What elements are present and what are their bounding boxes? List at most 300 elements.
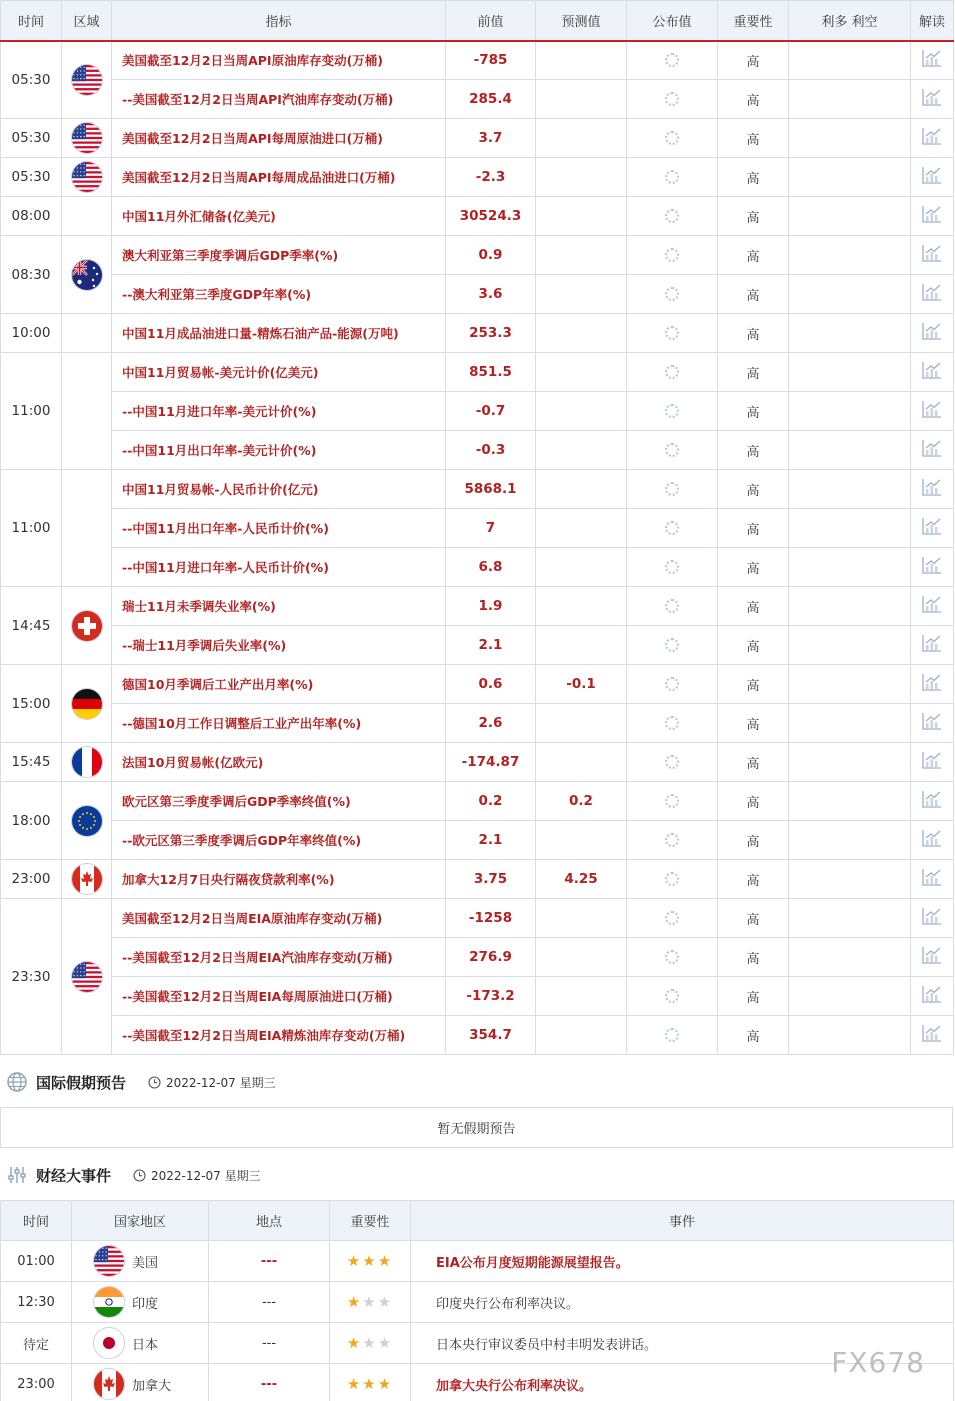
indicator-name[interactable]: 中国11月成品油进口量-精炼石油产品-能源(万吨): [112, 314, 446, 353]
importance-value: 高: [718, 1016, 789, 1055]
actual-value: [627, 821, 718, 860]
chart-analysis-icon[interactable]: [922, 400, 942, 422]
chart-analysis-icon[interactable]: [922, 868, 942, 890]
forecast-value: [536, 158, 627, 197]
forecast-value: [536, 821, 627, 860]
event-time: 01:00: [1, 1241, 72, 1282]
events-header-place: 地点: [209, 1201, 330, 1241]
analysis-cell[interactable]: [911, 548, 954, 587]
loading-spinner-icon: [665, 404, 679, 418]
analysis-cell[interactable]: [911, 431, 954, 470]
analysis-cell[interactable]: [911, 509, 954, 548]
event-time: 05:30: [1, 119, 62, 158]
importance-value: 高: [718, 782, 789, 821]
calendar-row[interactable]: [1, 977, 954, 1016]
event-place: ---: [209, 1282, 330, 1323]
calendar-row[interactable]: [1, 80, 954, 119]
calendar-row[interactable]: [1, 548, 954, 587]
calendar-row[interactable]: [1, 431, 954, 470]
holiday-empty-box: [0, 1107, 953, 1148]
analysis-cell[interactable]: [911, 899, 954, 938]
star-filled-icon: ★: [362, 1375, 378, 1393]
chart-analysis-icon[interactable]: [922, 478, 942, 500]
impact-cell: [789, 782, 911, 821]
actual-value: [627, 743, 718, 782]
star-empty-icon: ★: [362, 1334, 378, 1352]
chart-analysis-icon[interactable]: [922, 946, 942, 968]
indicator-name[interactable]: 欧元区第三季度季调后GDP季率终值(%): [112, 782, 446, 821]
event-time: 23:00: [1, 1364, 72, 1401]
indicator-name[interactable]: --中国11月出口年率-美元计价(%): [112, 431, 446, 470]
events-header-country: 国家地区: [72, 1201, 209, 1241]
previous-value: 354.7: [446, 1016, 536, 1055]
impact-cell: [789, 1016, 911, 1055]
forecast-value: [536, 899, 627, 938]
us-flag-icon: [94, 1246, 124, 1276]
calendar-row[interactable]: [1, 275, 954, 314]
events-title: 财经大事件: [36, 1166, 112, 1185]
loading-spinner-icon: [665, 521, 679, 535]
previous-value: 285.4: [446, 80, 536, 119]
indicator-name[interactable]: --美国截至12月2日当周API汽油库存变动(万桶): [112, 80, 446, 119]
chart-analysis-icon[interactable]: [922, 49, 942, 71]
calendar-row[interactable]: [1, 41, 954, 80]
actual-value: [627, 275, 718, 314]
events-header-event: 事件: [411, 1201, 954, 1241]
indicator-name[interactable]: --德国10月工作日调整后工业产出年率(%): [112, 704, 446, 743]
loading-spinner-icon: [665, 599, 679, 613]
event-row[interactable]: [1, 1364, 954, 1401]
indicator-name[interactable]: --欧元区第三季度季调后GDP年率终值(%): [112, 821, 446, 860]
impact-cell: [789, 431, 911, 470]
event-place: ---: [209, 1241, 330, 1282]
japan-flag-icon: [94, 1328, 124, 1358]
events-header-row: [1, 1201, 954, 1241]
actual-value: [627, 860, 718, 899]
chart-analysis-icon[interactable]: [922, 1024, 942, 1046]
previous-value: 2.6: [446, 704, 536, 743]
forecast-value: [536, 392, 627, 431]
forecast-value: [536, 626, 627, 665]
impact-cell: [789, 899, 911, 938]
indicator-name[interactable]: --中国11月进口年率-美元计价(%): [112, 392, 446, 431]
actual-value: [627, 782, 718, 821]
indicator-name[interactable]: 美国截至12月2日当周EIA原油库存变动(万桶): [112, 899, 446, 938]
calendar-row[interactable]: [1, 314, 954, 353]
impact-cell: [789, 587, 911, 626]
chart-analysis-icon[interactable]: [922, 595, 942, 617]
analysis-cell[interactable]: [911, 626, 954, 665]
fx678-watermark: FX678: [831, 1346, 925, 1379]
event-row[interactable]: [1, 1241, 954, 1282]
forecast-value: 0.2: [536, 782, 627, 821]
region-cell: [62, 665, 112, 743]
impact-cell: [789, 548, 911, 587]
star-filled-icon: ★: [377, 1375, 394, 1393]
chart-analysis-icon[interactable]: [922, 751, 942, 773]
indicator-name[interactable]: 中国11月贸易帐-人民币计价(亿元): [112, 470, 446, 509]
us-flag-icon: [72, 65, 102, 95]
event-time: 23:00: [1, 860, 62, 899]
region-cell: [62, 353, 112, 470]
analysis-cell[interactable]: [911, 314, 954, 353]
previous-value: 3.7: [446, 119, 536, 158]
india-flag-icon: [94, 1287, 124, 1317]
header-time: 时间: [1, 1, 62, 41]
loading-spinner-icon: [665, 170, 679, 184]
previous-value: 0.9: [446, 236, 536, 275]
importance-value: 高: [718, 704, 789, 743]
event-time: 10:00: [1, 314, 62, 353]
event-time: 11:00: [1, 470, 62, 587]
event-time: 23:30: [1, 899, 62, 1055]
importance-value: 高: [718, 275, 789, 314]
importance-value: 高: [718, 860, 789, 899]
indicator-name[interactable]: 德国10月季调后工业产出月率(%): [112, 665, 446, 704]
region-cell: [62, 860, 112, 899]
country-name: 美国: [132, 1255, 159, 1271]
loading-spinner-icon: [665, 911, 679, 925]
importance-value: 高: [718, 80, 789, 119]
analysis-cell[interactable]: [911, 782, 954, 821]
actual-value: [627, 977, 718, 1016]
loading-spinner-icon: [665, 92, 679, 106]
indicator-name[interactable]: 瑞士11月未季调失业率(%): [112, 587, 446, 626]
canada-flag-icon: [94, 1369, 124, 1399]
region-cell: [62, 782, 112, 860]
indicator-name[interactable]: --美国截至12月2日当周EIA每周原油进口(万桶): [112, 977, 446, 1016]
star-filled-icon: ★: [346, 1334, 363, 1352]
calendar-row[interactable]: [1, 158, 954, 197]
events-date: 2022-12-07 星期三: [151, 1168, 261, 1183]
event-importance-stars: [330, 1241, 411, 1282]
actual-value: [627, 353, 718, 392]
event-importance-stars: [330, 1364, 411, 1401]
event-time: 15:00: [1, 665, 62, 743]
calendar-row[interactable]: [1, 821, 954, 860]
country-name: 日本: [132, 1337, 159, 1353]
analysis-cell[interactable]: [911, 275, 954, 314]
importance-value: 高: [718, 743, 789, 782]
event-row[interactable]: [1, 1323, 954, 1364]
event-time: 待定: [1, 1323, 72, 1364]
indicator-name[interactable]: --美国截至12月2日当周EIA精炼油库存变动(万桶): [112, 1016, 446, 1055]
importance-value: 高: [718, 665, 789, 704]
region-cell: [62, 236, 112, 314]
chart-analysis-icon[interactable]: [922, 517, 942, 539]
calendar-row[interactable]: [1, 353, 954, 392]
indicator-name[interactable]: 法国10月贸易帐(亿欧元): [112, 743, 446, 782]
star-empty-icon: ★: [377, 1334, 394, 1352]
indicator-name[interactable]: 中国11月外汇储备(亿美元): [112, 197, 446, 236]
country-name: 印度: [132, 1296, 159, 1312]
us-flag-icon: [72, 162, 102, 192]
calendar-row[interactable]: [1, 119, 954, 158]
forecast-value: [536, 1016, 627, 1055]
chart-analysis-icon[interactable]: [922, 88, 942, 110]
holiday-title: 国际假期预告: [36, 1073, 127, 1092]
impact-cell: [789, 860, 911, 899]
previous-value: 253.3: [446, 314, 536, 353]
analysis-cell[interactable]: [911, 704, 954, 743]
previous-value: -0.7: [446, 392, 536, 431]
actual-value: [627, 1016, 718, 1055]
analysis-cell[interactable]: [911, 665, 954, 704]
chart-analysis-icon[interactable]: [922, 985, 942, 1007]
analysis-cell[interactable]: [911, 41, 954, 80]
importance-value: 高: [718, 353, 789, 392]
header-importance: 重要性: [718, 1, 789, 41]
importance-value: 高: [718, 236, 789, 275]
star-filled-icon: ★: [377, 1252, 394, 1270]
event-time: 14:45: [1, 587, 62, 665]
events-header-importance: 重要性: [330, 1201, 411, 1241]
header-impact: 利多 利空: [789, 1, 911, 41]
events-header-time: 时间: [1, 1201, 72, 1241]
loading-spinner-icon: [665, 716, 679, 730]
event-time: 12:30: [1, 1282, 72, 1323]
calendar-row[interactable]: [1, 470, 954, 509]
chart-analysis-icon[interactable]: [922, 166, 942, 188]
importance-value: 高: [718, 899, 789, 938]
analysis-cell[interactable]: [911, 743, 954, 782]
germany-flag-icon: [72, 689, 102, 719]
actual-value: [627, 314, 718, 353]
sliders-icon: [6, 1164, 28, 1186]
chart-analysis-icon[interactable]: [922, 283, 942, 305]
loading-spinner-icon: [665, 209, 679, 223]
event-place: ---: [209, 1364, 330, 1401]
clock-icon: [148, 1076, 161, 1089]
impact-cell: [789, 743, 911, 782]
importance-value: 高: [718, 626, 789, 665]
indicator-name[interactable]: 美国截至12月2日当周API原油库存变动(万桶): [112, 41, 446, 80]
star-empty-icon: ★: [377, 1293, 394, 1311]
importance-value: 高: [718, 509, 789, 548]
impact-cell: [789, 704, 911, 743]
event-time: 08:00: [1, 197, 62, 236]
indicator-name[interactable]: --中国11月出口年率-人民币计价(%): [112, 509, 446, 548]
actual-value: [627, 704, 718, 743]
star-filled-icon: ★: [346, 1375, 363, 1393]
indicator-name[interactable]: --美国截至12月2日当周EIA汽油库存变动(万桶): [112, 938, 446, 977]
analysis-cell[interactable]: [911, 236, 954, 275]
forecast-value: [536, 743, 627, 782]
star-filled-icon: ★: [346, 1252, 363, 1270]
calendar-row[interactable]: [1, 743, 954, 782]
impact-cell: [789, 158, 911, 197]
star-filled-icon: ★: [346, 1293, 363, 1311]
previous-value: 5868.1: [446, 470, 536, 509]
region-cell: [62, 743, 112, 782]
loading-spinner-icon: [665, 560, 679, 574]
chart-analysis-icon[interactable]: [922, 556, 942, 578]
calendar-row[interactable]: [1, 236, 954, 275]
analysis-cell[interactable]: [911, 860, 954, 899]
header-actual: 公布值: [627, 1, 718, 41]
indicator-name[interactable]: --中国11月进口年率-人民币计价(%): [112, 548, 446, 587]
chart-analysis-icon[interactable]: [922, 361, 942, 383]
importance-value: 高: [718, 431, 789, 470]
analysis-cell[interactable]: [911, 80, 954, 119]
region-cell: [62, 899, 112, 1055]
chart-analysis-icon[interactable]: [922, 244, 942, 266]
calendar-row[interactable]: [1, 509, 954, 548]
actual-value: [627, 158, 718, 197]
header-indicator: 指标: [112, 1, 446, 41]
calendar-row[interactable]: [1, 704, 954, 743]
importance-value: 高: [718, 821, 789, 860]
impact-cell: [789, 977, 911, 1016]
indicator-name[interactable]: 澳大利亚第三季度季调后GDP季率(%): [112, 236, 446, 275]
calendar-row[interactable]: [1, 587, 954, 626]
analysis-cell[interactable]: [911, 1016, 954, 1055]
previous-value: -785: [446, 41, 536, 80]
previous-value: -174.87: [446, 743, 536, 782]
chart-analysis-icon[interactable]: [922, 907, 942, 929]
country-name: 加拿大: [132, 1378, 172, 1394]
region-cell: [62, 158, 112, 197]
loading-spinner-icon: [665, 794, 679, 808]
forecast-value: [536, 80, 627, 119]
impact-cell: [789, 119, 911, 158]
header-analysis: 解读: [911, 1, 954, 41]
us-flag-icon: [72, 962, 102, 992]
region-cell: [62, 119, 112, 158]
event-description[interactable]: EIA公布月度短期能源展望报告。: [411, 1241, 954, 1282]
actual-value: [627, 509, 718, 548]
importance-value: 高: [718, 119, 789, 158]
indicator-name[interactable]: 加拿大12月7日央行隔夜贷款利率(%): [112, 860, 446, 899]
chart-analysis-icon[interactable]: [922, 634, 942, 656]
previous-value: 30524.3: [446, 197, 536, 236]
indicator-name[interactable]: 美国截至12月2日当周API每周成品油进口(万桶): [112, 158, 446, 197]
calendar-header-row: [1, 1, 954, 41]
calendar-row[interactable]: [1, 782, 954, 821]
actual-value: [627, 41, 718, 80]
chart-analysis-icon[interactable]: [922, 205, 942, 227]
region-cell: [62, 41, 112, 119]
eu-flag-icon: [72, 806, 102, 836]
actual-value: [627, 392, 718, 431]
calendar-row[interactable]: [1, 1016, 954, 1055]
calendar-row[interactable]: [1, 899, 954, 938]
financial-events-table: [0, 1200, 954, 1401]
event-time: 08:30: [1, 236, 62, 314]
chart-analysis-icon[interactable]: [922, 712, 942, 734]
analysis-cell[interactable]: [911, 821, 954, 860]
region-cell: [62, 587, 112, 665]
analysis-cell[interactable]: [911, 158, 954, 197]
actual-value: [627, 938, 718, 977]
importance-value: 高: [718, 314, 789, 353]
calendar-row[interactable]: [1, 626, 954, 665]
loading-spinner-icon: [665, 287, 679, 301]
chart-analysis-icon[interactable]: [922, 829, 942, 851]
holiday-empty-text: 暂无假期预告: [437, 1122, 516, 1137]
country-cell: [72, 1364, 209, 1401]
chart-analysis-icon[interactable]: [922, 439, 942, 461]
indicator-name[interactable]: 中国11月贸易帐-美元计价(亿美元): [112, 353, 446, 392]
event-importance-stars: [330, 1323, 411, 1364]
analysis-cell[interactable]: [911, 470, 954, 509]
actual-value: [627, 626, 718, 665]
loading-spinner-icon: [665, 872, 679, 886]
indicator-name[interactable]: --澳大利亚第三季度GDP年率(%): [112, 275, 446, 314]
importance-value: 高: [718, 587, 789, 626]
forecast-value: 4.25: [536, 860, 627, 899]
indicator-name[interactable]: --瑞士11月季调后失业率(%): [112, 626, 446, 665]
analysis-cell[interactable]: [911, 392, 954, 431]
previous-value: 276.9: [446, 938, 536, 977]
importance-value: 高: [718, 548, 789, 587]
analysis-cell[interactable]: [911, 587, 954, 626]
forecast-value: [536, 431, 627, 470]
calendar-row[interactable]: [1, 197, 954, 236]
chart-analysis-icon[interactable]: [922, 673, 942, 695]
chart-analysis-icon[interactable]: [922, 790, 942, 812]
forecast-value: [536, 197, 627, 236]
switzerland-flag-icon: [72, 611, 102, 641]
us-flag-icon: [72, 123, 102, 153]
event-row[interactable]: [1, 1282, 954, 1323]
loading-spinner-icon: [665, 53, 679, 67]
event-time: 15:45: [1, 743, 62, 782]
forecast-value: [536, 587, 627, 626]
actual-value: [627, 197, 718, 236]
forecast-value: [536, 353, 627, 392]
previous-value: 1.9: [446, 587, 536, 626]
event-description[interactable]: 日本央行审议委员中村丰明发表讲话。: [411, 1323, 954, 1364]
region-cell: [62, 470, 112, 587]
analysis-cell[interactable]: [911, 977, 954, 1016]
loading-spinner-icon: [665, 638, 679, 652]
clock-icon: [133, 1169, 146, 1182]
calendar-row[interactable]: [1, 665, 954, 704]
event-description[interactable]: 印度央行公布利率决议。: [411, 1282, 954, 1323]
impact-cell: [789, 236, 911, 275]
event-place: ---: [209, 1323, 330, 1364]
impact-cell: [789, 821, 911, 860]
calendar-row[interactable]: [1, 860, 954, 899]
impact-cell: [789, 938, 911, 977]
analysis-cell[interactable]: [911, 197, 954, 236]
actual-value: [627, 665, 718, 704]
analysis-cell[interactable]: [911, 938, 954, 977]
analysis-cell[interactable]: [911, 353, 954, 392]
loading-spinner-icon: [665, 248, 679, 262]
analysis-cell[interactable]: [911, 119, 954, 158]
chart-analysis-icon[interactable]: [922, 322, 942, 344]
loading-spinner-icon: [665, 677, 679, 691]
country-cell: [72, 1241, 209, 1282]
actual-value: [627, 548, 718, 587]
indicator-name[interactable]: 美国截至12月2日当周API每周原油进口(万桶): [112, 119, 446, 158]
importance-value: 高: [718, 470, 789, 509]
previous-value: 2.1: [446, 821, 536, 860]
previous-value: 6.8: [446, 548, 536, 587]
impact-cell: [789, 314, 911, 353]
globe-icon: [6, 1071, 28, 1093]
chart-analysis-icon[interactable]: [922, 127, 942, 149]
impact-cell: [789, 626, 911, 665]
calendar-row[interactable]: [1, 938, 954, 977]
canada-flag-icon: [72, 864, 102, 894]
previous-value: -1258: [446, 899, 536, 938]
calendar-row[interactable]: [1, 392, 954, 431]
previous-value: -2.3: [446, 158, 536, 197]
event-description[interactable]: 加拿大央行公布利率决议。: [411, 1364, 954, 1401]
